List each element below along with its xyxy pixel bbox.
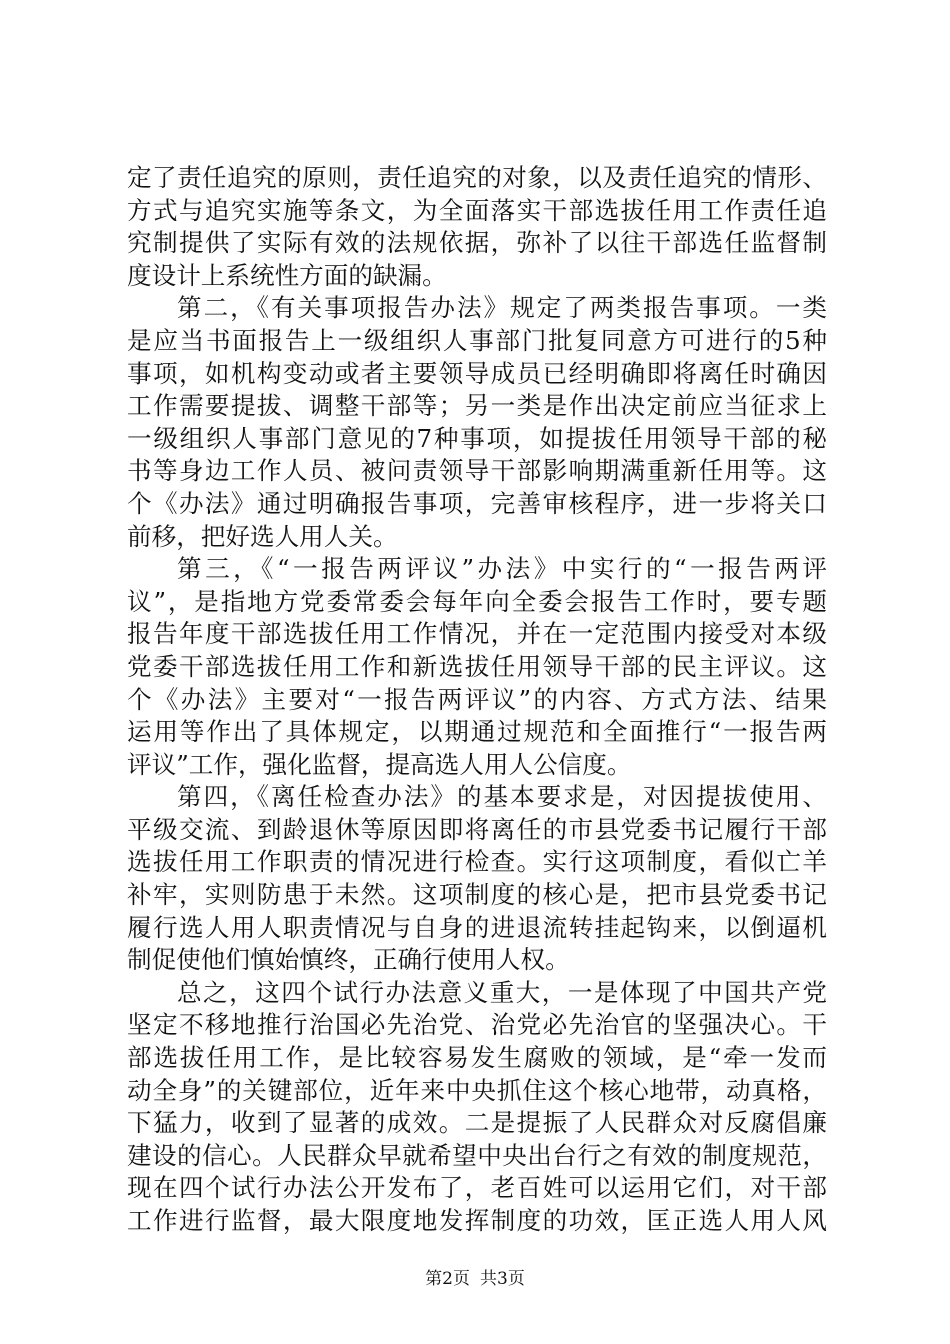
- text-line: 工作需要提拔、调整干部等；另一类是作出决定前应当征求上: [127, 391, 827, 421]
- text-line: 建设的信心。人民群众早就希望中央出台行之有效的制度规范，: [127, 1140, 827, 1170]
- document-body: [127, 162, 827, 1238]
- text-line: 议”，是指地方党委常委会每年向全委会报告工作时，要专题: [127, 586, 827, 616]
- text-line: 部选拔任用工作，是比较容易发生腐败的领域，是“牵一发而: [127, 1043, 827, 1073]
- text-line: 个《办法》主要对“一报告两评议”的内容、方式方法、结果: [127, 684, 827, 714]
- paragraph-start-line: 总之，这四个试行办法意义重大，一是体现了中国共产党: [177, 977, 827, 1007]
- text-line: 运用等作出了具体规定，以期通过规范和全面推行“一报告两: [127, 717, 827, 747]
- paragraph-start-line: 第二，《有关事项报告办法》规定了两类报告事项。一类: [177, 293, 827, 323]
- page-footer: [0, 1268, 950, 1290]
- text-line: 补牢，实则防患于未然。这项制度的核心是，把市县党委书记: [127, 880, 827, 910]
- text-line: 平级交流、到龄退休等原因即将离任的市县党委书记履行干部: [127, 814, 827, 844]
- text-line: 事项，如机构变动或者主要领导成员已经明确即将离任时确因: [127, 358, 827, 388]
- text-line: 履行选人用人职责情况与自身的进退流转挂起钩来，以倒逼机: [127, 912, 827, 942]
- text-line: 个《办法》通过明确报告事项，完善审核程序，进一步将关口: [127, 488, 827, 518]
- text-line: 定了责任追究的原则，责任追究的对象，以及责任追究的情形、: [127, 163, 827, 192]
- paragraph-start-line: 第三，《“一报告两评议”办法》中实行的“一报告两评: [177, 554, 827, 584]
- text-line: 工作进行监督，最大限度地发挥制度的功效，匡正选人用人风: [127, 1206, 827, 1235]
- text-line: 下猛力，收到了显著的成效。二是提振了人民群众对反腐倡廉: [127, 1108, 827, 1138]
- text-line: 制促使他们慎始慎终，正确行使用人权。: [127, 945, 570, 975]
- text-line: 评议”工作，强化监督，提高选人用人公信度。: [127, 749, 632, 779]
- text-line: 党委干部选拔任用工作和新选拔任用领导干部的民主评议。这: [127, 651, 827, 681]
- text-line: 是应当书面报告上一级组织人事部门批复同意方可进行的5种: [127, 325, 827, 355]
- text-line: 坚定不移地推行治国必先治党、治党必先治官的坚强决心。干: [127, 1010, 827, 1040]
- page-number: 第2页: [425, 1269, 470, 1289]
- text-line: 动全身”的关键部位，近年来中央抓住这个核心地带，动真格，: [127, 1075, 827, 1105]
- text-line: 前移，把好选人用人关。: [127, 521, 398, 551]
- text-line: 一级组织人事部门意见的7种事项，如提拔任用领导干部的秘: [127, 423, 827, 453]
- text-line: 选拔任用工作职责的情况进行检查。实行这项制度，看似亡羊: [127, 847, 827, 877]
- paragraph-start-line: 第四，《离任检查办法》的基本要求是，对因提拔使用、: [177, 782, 827, 812]
- text-line: 书等身边工作人员、被问责领导干部影响期满重新任用等。这: [127, 456, 827, 486]
- page-total: 共3页: [480, 1269, 525, 1289]
- text-line: 报告年度干部选拔任用工作情况，并在一定范围内接受对本级: [127, 619, 827, 649]
- text-line: 现在四个试行办法公开发布了，老百姓可以运用它们，对干部: [127, 1173, 827, 1203]
- text-line: 度设计上系统性方面的缺漏。: [127, 260, 447, 290]
- text-line: 方式与追究实施等条文，为全面落实干部选拔任用工作责任追: [127, 195, 827, 225]
- text-line: 究制提供了实际有效的法规依据，弥补了以往干部选任监督制: [127, 228, 827, 258]
